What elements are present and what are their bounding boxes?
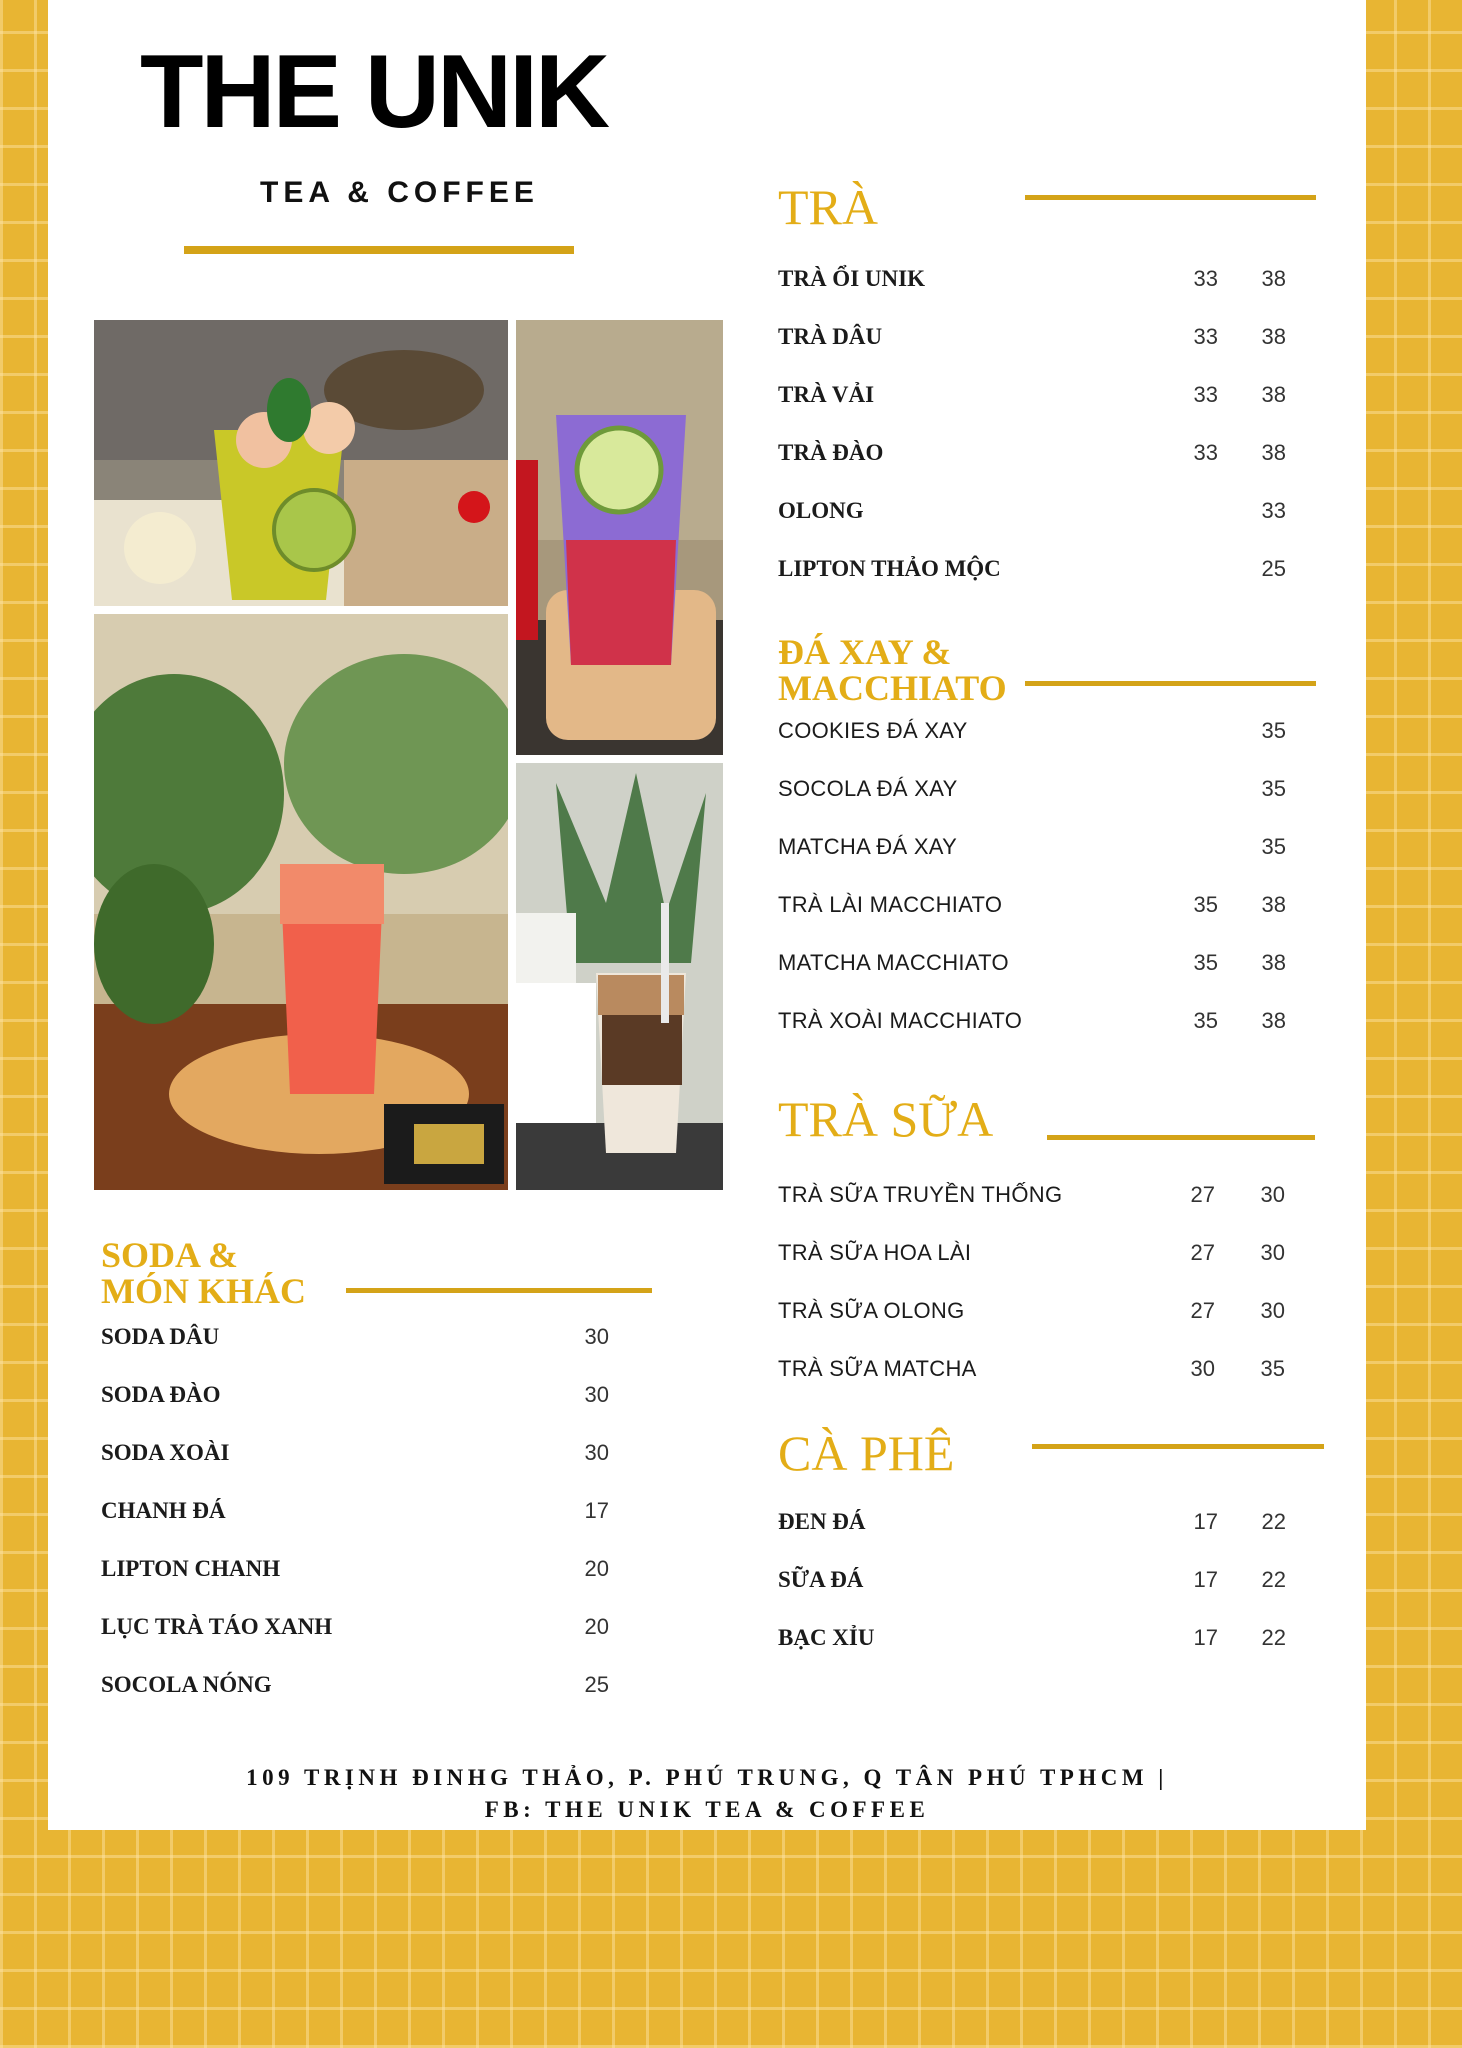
menu-item-name: COOKIES ĐÁ XAY xyxy=(778,718,968,743)
menu-item-name: OLONG xyxy=(778,498,864,523)
menu-item-name: SODA XOÀI xyxy=(101,1440,230,1465)
menu-item-price-large: 30 xyxy=(1260,1298,1285,1323)
menu-item-price-small: 35 xyxy=(1193,892,1218,917)
menu-item-price-small: 33 xyxy=(1193,324,1218,349)
menu-item-price-small: 27 xyxy=(1190,1240,1215,1265)
section-title-ca-phe: CÀ PHÊ xyxy=(778,1425,955,1481)
menu-item-price-large: 20 xyxy=(584,1614,609,1639)
menu-item-price-large: 30 xyxy=(584,1324,609,1349)
section-title-line: SODA & xyxy=(101,1235,239,1275)
menu-item xyxy=(101,1440,641,1480)
menu-item-price-large: 22 xyxy=(1261,1509,1286,1534)
menu-item-name: SỮA ĐÁ xyxy=(778,1567,864,1592)
menu-item xyxy=(778,266,1316,306)
menu-item-price-small: 33 xyxy=(1193,266,1218,291)
section-title-line: ĐÁ XAY & xyxy=(778,632,952,672)
menu-item xyxy=(778,382,1316,422)
menu-item-name: MATCHA ĐÁ XAY xyxy=(778,834,958,859)
menu-item-price-small: 17 xyxy=(1193,1625,1218,1650)
footer xyxy=(48,1762,1366,1826)
menu-item-price-large: 33 xyxy=(1261,498,1286,523)
menu-item-name: TRÀ ỔI UNIK xyxy=(778,266,925,291)
menu-item xyxy=(101,1382,641,1422)
menu-item-price-large: 38 xyxy=(1261,266,1286,291)
menu-item xyxy=(778,950,1316,990)
section-divider xyxy=(1047,1135,1315,1140)
menu-item-price-small: 35 xyxy=(1193,1008,1218,1033)
menu-item-price-small: 17 xyxy=(1193,1567,1218,1592)
menu-item-name: TRÀ SỮA TRUYỀN THỐNG xyxy=(778,1182,1063,1207)
menu-item-price-large: 38 xyxy=(1261,382,1286,407)
menu-item xyxy=(778,1509,1316,1549)
section-title-tra-sua: TRÀ SỮA xyxy=(778,1091,994,1147)
menu-item xyxy=(778,1356,1316,1396)
menu-item-name: TRÀ VẢI xyxy=(778,382,875,407)
menu-item-price-large: 22 xyxy=(1261,1625,1286,1650)
menu-item xyxy=(778,324,1316,364)
menu-item-name: LIPTON THẢO MỘC xyxy=(778,556,1001,581)
menu-item-price-large: 38 xyxy=(1261,892,1286,917)
section-title-line: MACCHIATO xyxy=(778,668,1007,708)
menu-item-price-large: 38 xyxy=(1261,324,1286,349)
menu-item-name: LỤC TRÀ TÁO XANH xyxy=(101,1614,333,1639)
menu-item-name: SODA DÂU xyxy=(101,1324,220,1349)
menu-item-price-large: 25 xyxy=(1261,556,1286,581)
menu-item-name: SODA ĐÀO xyxy=(101,1382,221,1407)
menu-item-price-small: 17 xyxy=(1193,1509,1218,1534)
menu-item xyxy=(778,1182,1316,1222)
brand-title: THE UNIK xyxy=(140,34,608,150)
menu-item-price-small: 33 xyxy=(1193,382,1218,407)
menu-item-price-large: 30 xyxy=(584,1382,609,1407)
menu-item xyxy=(101,1324,641,1364)
menu-item-name: TRÀ ĐÀO xyxy=(778,440,884,465)
menu-item-name: TRÀ SỮA MATCHA xyxy=(778,1356,977,1381)
menu-item xyxy=(778,718,1316,758)
menu-item-price-large: 22 xyxy=(1261,1567,1286,1592)
menu-item-price-large: 38 xyxy=(1261,1008,1286,1033)
menu-item xyxy=(101,1498,641,1538)
section-title-tra: TRÀ xyxy=(778,179,878,235)
menu-item xyxy=(778,1240,1316,1280)
menu-item-price-large: 38 xyxy=(1261,440,1286,465)
section-title-line: MÓN KHÁC xyxy=(101,1271,306,1311)
menu-item-name: TRÀ XOÀI MACCHIATO xyxy=(778,1008,1023,1033)
menu-item-price-small: 33 xyxy=(1193,440,1218,465)
menu-item-price-large: 35 xyxy=(1260,1356,1285,1381)
menu-item xyxy=(101,1556,641,1596)
photo-coffee xyxy=(516,763,723,1190)
menu-item-price-small: 30 xyxy=(1190,1356,1215,1381)
menu-item-name: SOCOLA ĐÁ XAY xyxy=(778,776,958,801)
footer-address: 109 TRỊNH ĐINHG THẢO, P. PHÚ TRUNG, Q TÂN PHÚ TPHCM | xyxy=(246,1765,1168,1790)
menu-item-price-large: 30 xyxy=(1260,1182,1285,1207)
menu-item xyxy=(778,892,1316,932)
menu-item-name: ĐEN ĐÁ xyxy=(778,1509,866,1534)
photo-guava-tea xyxy=(94,320,508,606)
menu-item-name: BẠC XỈU xyxy=(778,1625,875,1650)
menu-item-price-large: 35 xyxy=(1261,718,1286,743)
section-divider xyxy=(1025,195,1316,200)
menu-item-price-large: 17 xyxy=(584,1498,609,1523)
menu-item-name: MATCHA MACCHIATO xyxy=(778,950,1009,975)
brand-divider xyxy=(184,246,574,254)
menu-item xyxy=(101,1672,641,1712)
menu-item-name: SOCOLA NÓNG xyxy=(101,1672,272,1697)
menu-item xyxy=(778,1625,1316,1665)
section-divider xyxy=(346,1288,652,1293)
menu-item xyxy=(778,498,1316,538)
menu-item-price-small: 27 xyxy=(1190,1182,1215,1207)
menu-item-name: CHANH ĐÁ xyxy=(101,1498,226,1523)
section-title-soda xyxy=(101,1237,306,1309)
menu-item-price-large: 35 xyxy=(1261,834,1286,859)
section-title-da-xay xyxy=(778,634,1007,706)
menu-item xyxy=(101,1614,641,1654)
menu-item xyxy=(778,1567,1316,1607)
photo-strawberry-soda xyxy=(94,614,508,1190)
menu-item-name: TRÀ DÂU xyxy=(778,324,883,349)
menu-item xyxy=(778,834,1316,874)
menu-item-name: TRÀ LÀI MACCHIATO xyxy=(778,892,1003,917)
menu-item-price-large: 30 xyxy=(1260,1240,1285,1265)
menu-item-price-large: 25 xyxy=(584,1672,609,1697)
menu-item-price-large: 38 xyxy=(1261,950,1286,975)
menu-item-price-small: 35 xyxy=(1193,950,1218,975)
section-divider xyxy=(1025,681,1316,686)
menu-item-price-large: 35 xyxy=(1261,776,1286,801)
menu-item-name: LIPTON CHANH xyxy=(101,1556,281,1581)
menu-item-name: TRÀ SỮA OLONG xyxy=(778,1298,965,1323)
menu-item xyxy=(778,1008,1316,1048)
brand-subtitle: TEA & COFFEE xyxy=(260,176,539,209)
photo-butterfly-pea-soda xyxy=(516,320,723,755)
footer-facebook: FB: THE UNIK TEA & COFFEE xyxy=(484,1797,930,1822)
menu-item-price-large: 30 xyxy=(584,1440,609,1465)
menu-item-price-small: 27 xyxy=(1190,1298,1215,1323)
menu-item xyxy=(778,1298,1316,1338)
menu-item-price-large: 20 xyxy=(584,1556,609,1581)
menu-item-name: TRÀ SỮA HOA LÀI xyxy=(778,1240,972,1265)
menu-item xyxy=(778,776,1316,816)
menu-item xyxy=(778,440,1316,480)
section-divider xyxy=(1032,1444,1324,1449)
menu-item xyxy=(778,556,1316,596)
